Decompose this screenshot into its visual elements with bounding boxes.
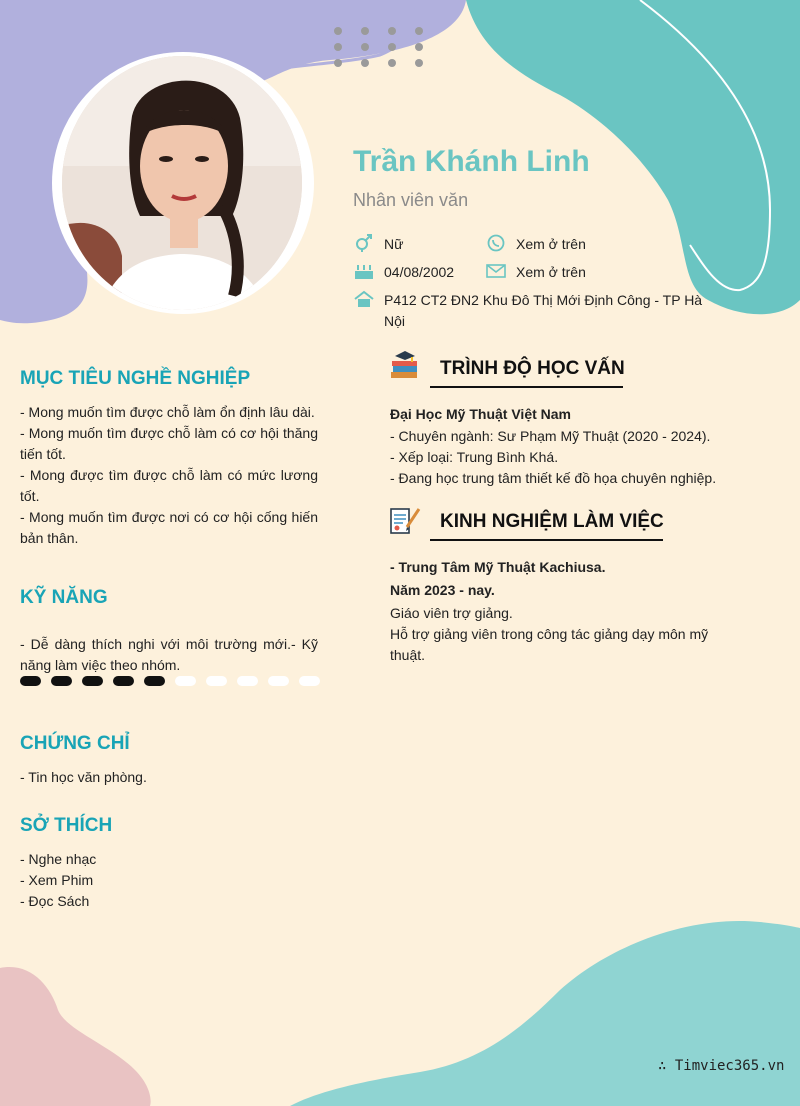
objective-line: - Mong muốn tìm được nơi có cơ hội cống hiến bản thân. bbox=[20, 509, 318, 546]
rating-dash-empty bbox=[268, 676, 289, 686]
gender-icon bbox=[353, 234, 375, 252]
home-icon bbox=[353, 290, 375, 308]
skills-heading: KỸ NĂNG bbox=[20, 587, 108, 608]
gender-row bbox=[353, 234, 403, 255]
hobby-item: - Nghe nhạc bbox=[20, 851, 97, 867]
rating-dash-empty bbox=[237, 676, 258, 686]
rating-dash-filled bbox=[144, 676, 165, 686]
rating-dash-empty bbox=[175, 676, 196, 686]
birthday-row bbox=[353, 262, 454, 283]
objective-line: - Mong được tìm được chỗ làm có mức lương tốt. bbox=[20, 467, 318, 504]
divider bbox=[430, 539, 663, 541]
rating-dash-filled bbox=[82, 676, 103, 686]
rating-dash-empty bbox=[299, 676, 320, 686]
job-title: Nhân viên văn bbox=[353, 190, 469, 210]
work-period: Năm 2023 - nay. bbox=[390, 582, 495, 598]
address-row bbox=[353, 290, 723, 332]
school-name: Đại Học Mỹ Thuật Việt Nam bbox=[390, 406, 572, 422]
skills-text: - Dễ dàng thích nghi với môi trường mới.- Kỹ năng làm việc theo nhóm. bbox=[20, 636, 318, 673]
profile-photo bbox=[52, 52, 314, 314]
objective-line: - Mong muốn tìm được chỗ làm ổn định lâu dài. bbox=[20, 404, 315, 420]
education-line: - Xếp loại: Trung Bình Khá. bbox=[390, 449, 559, 465]
phone-value: Xem ở trên bbox=[516, 236, 586, 252]
hobbies-list bbox=[20, 849, 318, 912]
phone-icon bbox=[485, 234, 507, 252]
rating-dash-filled bbox=[51, 676, 72, 686]
avatar bbox=[62, 56, 302, 310]
work-role: Giáo viên trợ giảng. bbox=[390, 605, 513, 621]
email-icon bbox=[485, 262, 507, 280]
address-value: P412 CT2 ĐN2 Khu Đô Thị Mới Định Công - TP Hà Nội bbox=[384, 292, 703, 329]
phone-row bbox=[485, 234, 586, 255]
education-icon bbox=[389, 350, 421, 382]
objective-text bbox=[20, 402, 318, 549]
work-description: Hỗ trợ giảng viên trong công tác giảng dạy môn mỹ thuật. bbox=[390, 626, 709, 663]
objective-heading: MỤC TIÊU NGHỀ NGHIỆP bbox=[20, 368, 251, 389]
rating-dash-filled bbox=[113, 676, 134, 686]
rating-dash-filled bbox=[20, 676, 41, 686]
divider bbox=[430, 386, 623, 388]
education-line: - Đang học trung tâm thiết kế đồ họa chuyên nghiệp. bbox=[390, 470, 717, 486]
hobby-item: - Xem Phim bbox=[20, 872, 94, 888]
birthday-value: 04/08/2002 bbox=[384, 264, 455, 280]
experience-heading: KINH NGHIỆM LÀM VIỆC bbox=[440, 511, 664, 532]
certificates-text: - Tin học văn phòng. bbox=[20, 769, 147, 785]
hobby-item: - Đọc Sách bbox=[20, 893, 90, 909]
email-row bbox=[485, 262, 586, 283]
company-name: - Trung Tâm Mỹ Thuật Kachiusa. bbox=[390, 559, 606, 575]
hobbies-heading: SỞ THÍCH bbox=[20, 815, 113, 836]
brand-watermark: ∴ Timviec365.vn bbox=[658, 1058, 785, 1074]
education-line: - Chuyên ngành: Sư Phạm Mỹ Thuật (2020 - 2024). bbox=[390, 428, 711, 444]
gender-value: Nữ bbox=[384, 236, 404, 252]
experience-icon bbox=[389, 503, 421, 535]
skill-rating bbox=[20, 676, 320, 686]
education-heading: TRÌNH ĐỘ HỌC VẤN bbox=[440, 358, 625, 379]
certificates-heading: CHỨNG CHỈ bbox=[20, 733, 130, 754]
rating-dash-empty bbox=[206, 676, 227, 686]
birthday-cake-icon bbox=[353, 262, 375, 280]
email-value: Xem ở trên bbox=[516, 264, 586, 280]
candidate-name: Trần Khánh Linh bbox=[353, 145, 590, 178]
objective-line: - Mong muốn tìm được chỗ làm có cơ hội thăng tiến tốt. bbox=[20, 425, 318, 462]
